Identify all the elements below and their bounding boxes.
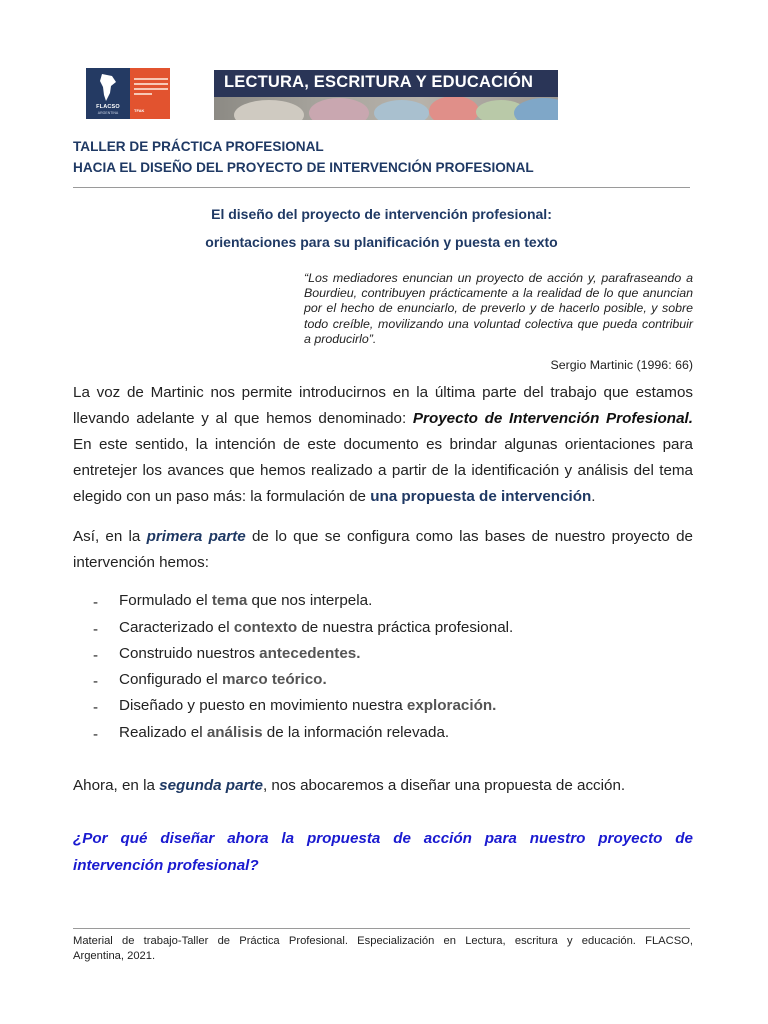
chalk-decoration (234, 100, 304, 120)
program-banner (214, 70, 558, 120)
intro-line: En este sentido, la intención de este documento es brindar algunas orientaciones para (73, 436, 693, 453)
guiding-question-line-1: ¿Por qué diseñar ahora la propuesta de acción para nuestro proyecto de (73, 830, 693, 847)
chalk-decoration (309, 98, 369, 120)
list-bullet: - (93, 594, 99, 611)
document-title-line-2: orientaciones para su planificación y puesta en texto (205, 234, 558, 250)
list-bullet: - (93, 726, 99, 743)
chalk-decoration (514, 98, 558, 120)
footer-divider (73, 928, 690, 929)
banner-title: LECTURA, ESCRITURA Y EDUCACIÓN (224, 73, 534, 91)
intro-line: La voz de Martinic nos permite introducirnos en la última parte del trabajo que estamos (73, 384, 693, 401)
guiding-question-line-2: intervención profesional? (73, 857, 259, 874)
header-divider (73, 187, 690, 188)
epigraph-quote: “Los mediadores enuncian un proyecto de acción y, parafraseando a Bourdieu, contribuyen prácticamente a la realidad de lo que anuncian por el hecho de enunciarlo, de preverlo y de hacerlo posible, y sobre todo creíble, movilizando una voluntad colectiva que pueda contribuir a producirlo”. (304, 271, 693, 346)
list-item: Diseñado y puesto en movimiento nuestra exploración. (119, 697, 497, 714)
second-part-emphasis: segunda parte (159, 777, 263, 794)
intro-line: elegido con un paso más: la formulación de una propuesta de intervención. (73, 488, 596, 505)
course-title: TALLER DE PRÁCTICA PROFESIONAL (73, 139, 324, 154)
project-name-emphasis: Proyecto de Intervención Profesional (412, 410, 689, 427)
continent-icon (98, 73, 118, 103)
list-bullet: - (93, 699, 99, 716)
part-one-line: Así, en la primera parte de lo que se configura como las bases de nuestro proyecto de (73, 528, 693, 545)
logo-name: FLACSO (96, 104, 120, 110)
footer-text-line-2: Argentina, 2021. (73, 950, 156, 962)
list-item: Caracterizado el contexto de nuestra práctica profesional. (119, 619, 514, 636)
logo-text-lines (134, 78, 168, 98)
list-bullet: - (93, 673, 99, 690)
logo-country: ARGENTINA (97, 111, 119, 115)
first-part-emphasis: primera parte (146, 528, 246, 545)
document-title-line-1: El diseño del proyecto de intervención profesional: (211, 206, 552, 222)
logo-tag: TFAK (134, 108, 145, 113)
intro-line: entretejer los avances que hemos realizado a partir de la identificación y análisis del tema (73, 462, 693, 479)
proposal-emphasis: una propuesta de intervención (370, 488, 592, 505)
list-item: Configurado el marco teórico. (119, 671, 327, 688)
chalk-decoration (429, 96, 479, 120)
chalk-decoration (374, 100, 429, 120)
part-two-line: Ahora, en la segunda parte, nos abocaremos a diseñar una propuesta de acción. (73, 777, 626, 794)
list-item: Formulado el tema que nos interpela. (119, 592, 373, 609)
logo-emblem (86, 68, 130, 119)
part-one-line: intervención hemos: (73, 554, 209, 571)
list-bullet: - (93, 621, 99, 638)
flacso-logo (86, 68, 170, 119)
intro-line: llevando adelante y al que hemos denominado: Proyecto de Intervención Profesional. (73, 410, 693, 427)
list-bullet: - (93, 647, 99, 664)
epigraph-source: Sergio Martinic (1996: 66) (550, 358, 693, 372)
course-subtitle: HACIA EL DISEÑO DEL PROYECTO DE INTERVENCIÓN PROFESIONAL (73, 160, 534, 175)
footer-text-line-1: Material de trabajo-Taller de Práctica Profesional. Especialización en Lectura, escritura y educación. FLACSO, (73, 935, 693, 947)
list-item: Realizado el análisis de la información relevada. (119, 724, 450, 741)
list-item: Construido nuestros antecedentes. (119, 645, 361, 662)
